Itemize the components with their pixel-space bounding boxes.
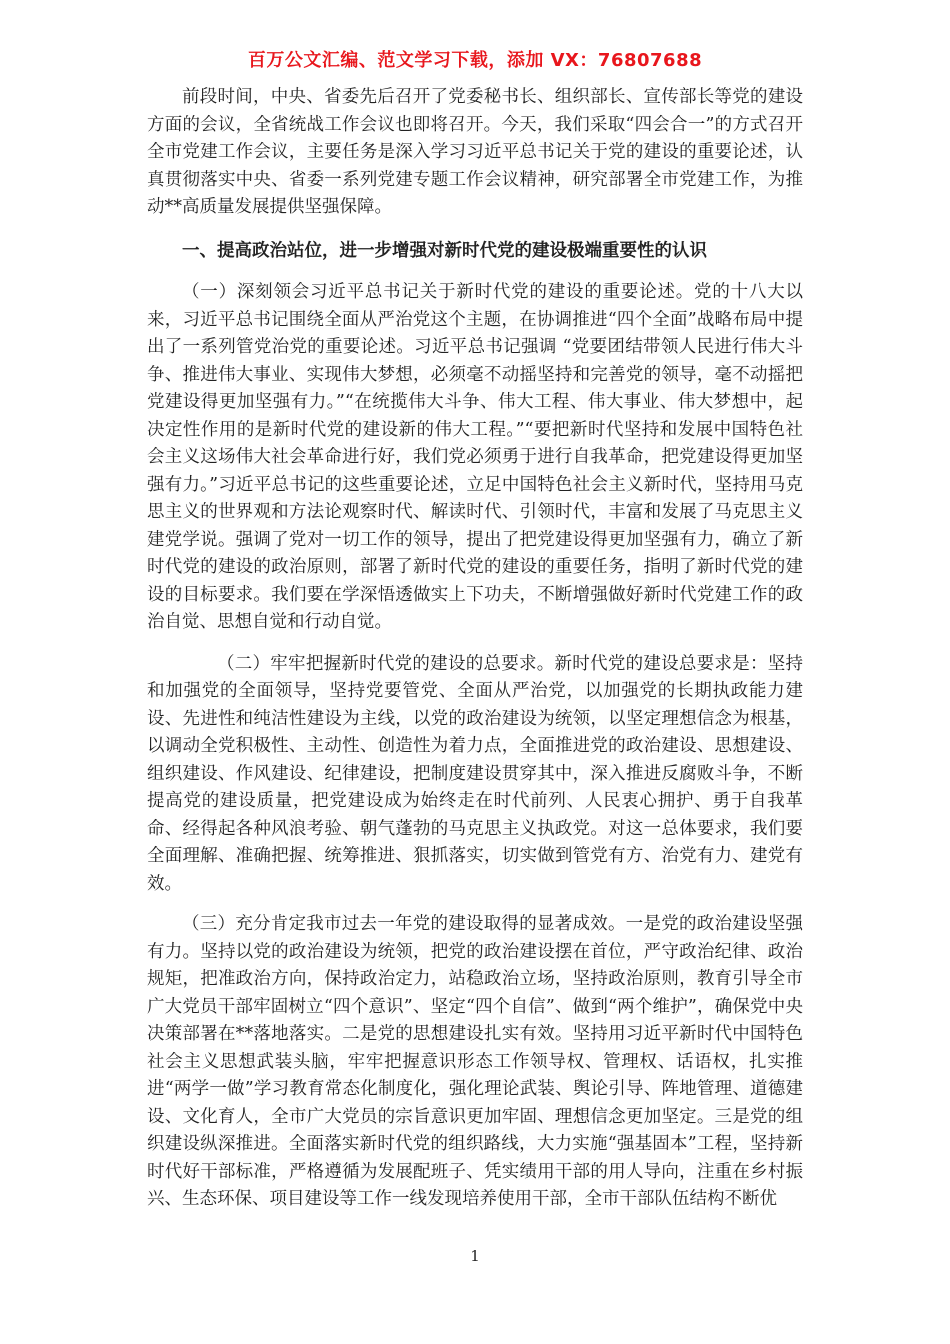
page-number: 1	[470, 1247, 480, 1265]
intro-paragraph: 前段时间，中央、省委先后召开了党委秘书长、组织部长、宣传部长等党的建设方面的会议，全省统战工作会议也即将召开。今天，我们采取“四会合一”的方式召开全市党建工作会议，主要任务是深入学习习近平总书记关于党的建设的重要论述，认真贯彻落实中央、省委一系列党建专题工作会议精神，研究部署全市党建工作，为推动**高质量发展提供坚强保障。	[147, 87, 803, 217]
paragraph-2: （二）牢牢把握新时代党的建设的总要求。新时代党的建设总要求是：坚持和加强党的全面领导，坚持党要管党、全面从严治党，以加强党的长期执政能力建设、先进性和纯洁性建设为主线，以党的政治建设为统领，以坚定理想信念为根基，以调动全党积极性、主动性、创造性为着力点，全面推进党的政治建设、思想建设、组织建设、作风建设、纪律建设，把制度建设贯穿其中，深入推进反腐败斗争，不断提高党的建设质量，把党建设成为始终走在时代前列、人民衷心拥护、勇于自我革命、经得起各种风浪考验、朝气蓬勃的马克思主义执政党。对这一总体要求，我们要全面理解、准确把握、统筹推进、狠抓落实，切实做到管党有方、治党有力、建党有效。	[147, 653, 803, 894]
document-body	[147, 84, 803, 1214]
paragraph-1: （一）深刻领会习近平总书记关于新时代党的建设的重要论述。党的十八大以来，习近平总书记围绕全面从严治党这个主题，在协调推进“四个全面”战略布局中提出了一系列管党治党的重要论述。习近平总书记强调 “党要团结带领人民进行伟大斗争、推进伟大事业、实现伟大梦想，必须毫不动摇坚持和完善党的领导，毫不动摇把党建设得更加坚强有力。”“在统揽伟大斗争、伟大工程、伟大事业、伟大梦想中，起决定性作用的是新时代党的建设新的伟大工程。”“要把新时代坚持和发展中国特色社会主义这场伟大社会革命进行好，我们党必须勇于进行自我革命，把党建设得更加坚强有力。”习近平总书记的这些重要论述，立足中国特色社会主义新时代，坚持用马克思主义的世界观和方法论观察时代、解读时代、引领时代，丰富和发展了马克思主义建党学说。强调了党对一切工作的领导，提出了把党建设得更加坚强有力，确立了新时代党的建设的政治原则，部署了新时代党的建设的重要任务，指明了新时代党的建设的目标要求。我们要在学深悟透做实上下功夫，不断增强做好新时代党建工作的政治自觉、思想自觉和行动自觉。	[147, 282, 803, 632]
paragraph-3: （三）充分肯定我市过去一年党的建设取得的显著成效。一是党的政治建设坚强有力。坚持以党的政治建设为统领，把党的政治建设摆在首位，严守政治纪律、政治规矩，把准政治方向，保持政治定力，站稳政治立场，坚持政治原则，教育引导全市广大党员干部牢固树立“四个意识”、坚定“四个自信”、做到“两个维护”，确保党中央决策部署在**落地落实。二是党的思想建设扎实有效。坚持用习近平新时代中国特色社会主义思想武装头脑，牢牢把握意识形态工作领导权、管理权、话语权，扎实推进“两学一做”学习教育常态化制度化，强化理论武装、舆论引导、阵地管理、道德建设、文化育人，全市广大党员的宗旨意识更加牢固、理想信念更加坚定。三是党的组织建设纵深推进。全面落实新时代党的组织路线，大力实施“强基固本”工程，坚持新时代好干部标准，严格遵循为发展配班子、凭实绩用干部的用人导向，注重在乡村振兴、生态环保、项目建设等工作一线发现培养使用干部，全市干部队伍结构不断优	[147, 914, 803, 1209]
section-heading-1: 一、提高政治站位，进一步增强对新时代党的建设极端重要性的认识	[182, 240, 707, 261]
promo-banner: 百万公文汇编、范文学习下载，添加 VX：76807688	[247, 50, 703, 71]
